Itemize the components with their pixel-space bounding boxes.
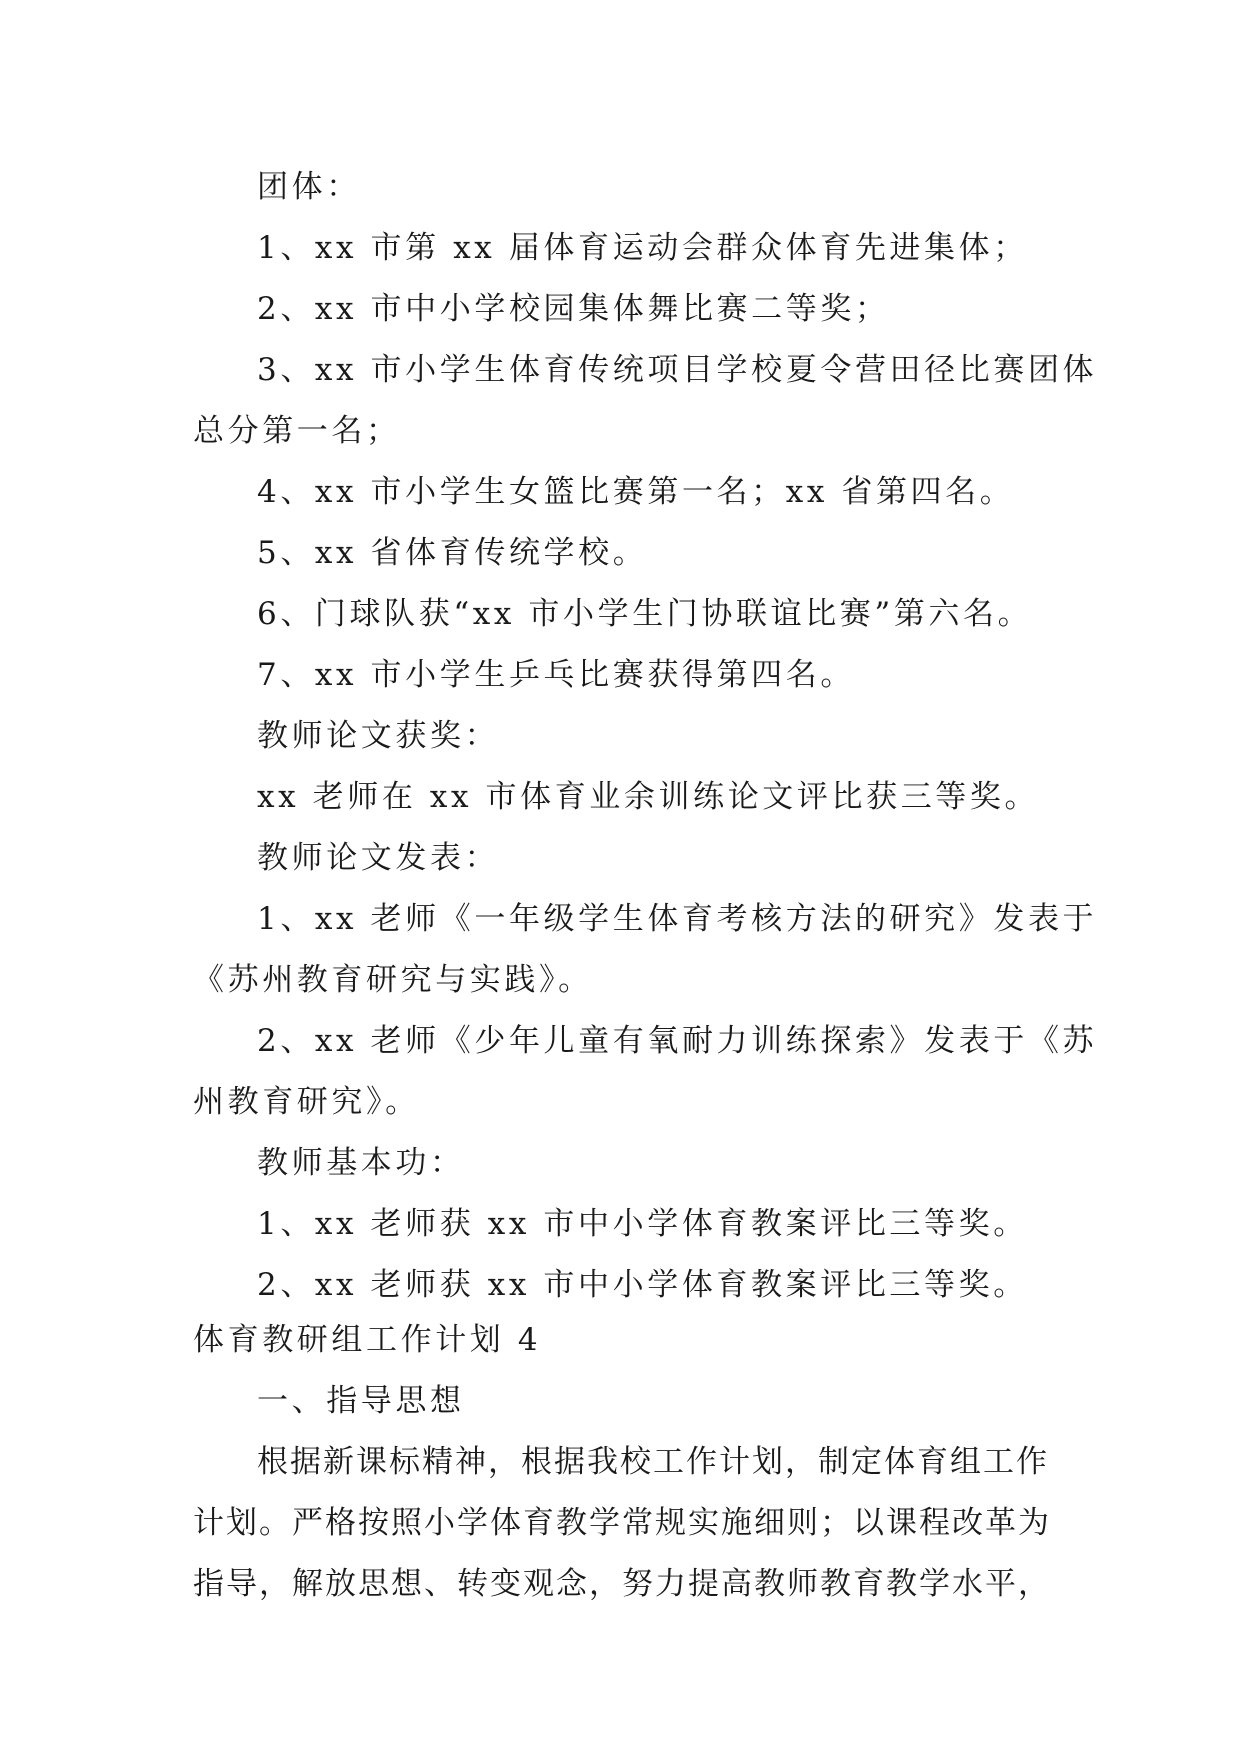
- team-award-7: 7、xx 市小学生乒乓比赛获得第四名。: [257, 657, 855, 693]
- team-award-1: 1、xx 市第 xx 届体育运动会群众体育先进集体；: [257, 230, 1028, 266]
- section-title: 体育教研组工作计划 4: [193, 1322, 542, 1358]
- subheading-guiding-ideology: 一、指导思想: [257, 1383, 465, 1419]
- team-award-2: 2、xx 市中小学校园集体舞比赛二等奖；: [257, 291, 890, 327]
- basic-skill-1: 1、xx 老师获 xx 市中小学体育教案评比三等奖。: [257, 1206, 1028, 1242]
- paper-award-1: xx 老师在 xx 市体育业余训练论文评比获三等奖。: [257, 779, 1040, 815]
- heading-basic-skills: 教师基本功：: [257, 1145, 465, 1181]
- paper-published-2-cont: 州教育研究》。: [193, 1084, 420, 1120]
- heading-team: 团体：: [257, 169, 361, 205]
- paragraph-line-2: 计划。严格按照小学体育教学常规实施细则；以课程改革为: [193, 1505, 1051, 1541]
- paragraph-line-3: 指导，解放思想、转变观念，努力提高教师教育教学水平，: [193, 1566, 1051, 1602]
- team-award-3: 3、xx 市小学生体育传统项目学校夏令营田径比赛团体: [257, 352, 1098, 388]
- paragraph-line-1: 根据新课标精神，根据我校工作计划，制定体育组工作: [257, 1444, 1049, 1480]
- team-award-3-cont: 总分第一名；: [193, 413, 401, 449]
- team-award-5: 5、xx 省体育传统学校。: [257, 535, 648, 571]
- paper-published-2: 2、xx 老师《少年儿童有氧耐力训练探索》发表于《苏: [257, 1023, 1098, 1059]
- basic-skill-2: 2、xx 老师获 xx 市中小学体育教案评比三等奖。: [257, 1267, 1028, 1303]
- team-award-4: 4、xx 市小学生女篮比赛第一名；xx 省第四名。: [257, 474, 1015, 510]
- paper-published-1-cont: 《苏州教育研究与实践》。: [193, 962, 593, 998]
- team-award-6: 6、门球队获“xx 市小学生门协联谊比赛”第六名。: [257, 596, 1033, 632]
- paper-published-1: 1、xx 老师《一年级学生体育考核方法的研究》发表于: [257, 901, 1098, 937]
- heading-paper-published: 教师论文发表：: [257, 840, 500, 876]
- heading-paper-awards: 教师论文获奖：: [257, 718, 500, 754]
